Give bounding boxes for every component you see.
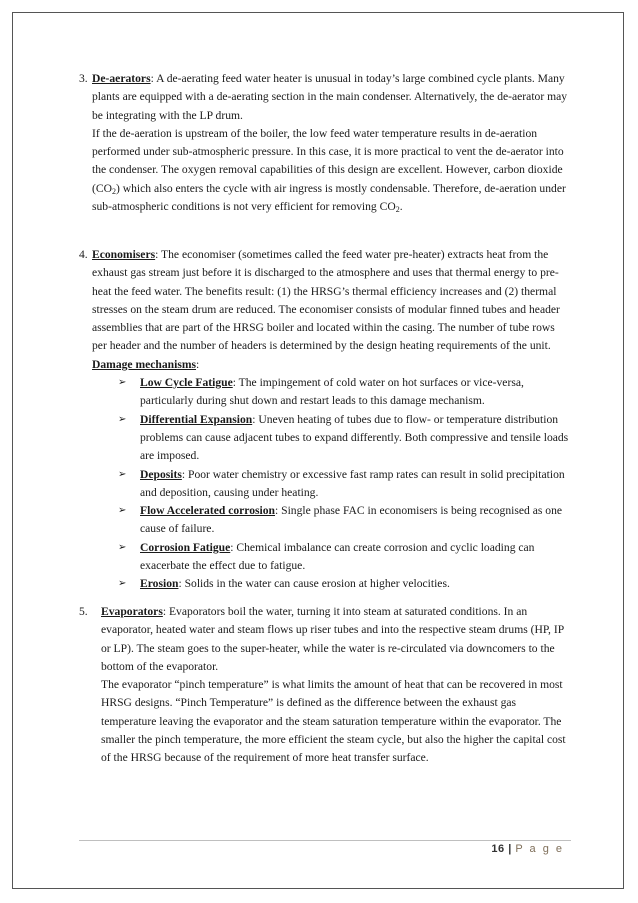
- footer-divider: [79, 840, 571, 841]
- arrow-bullet-icon: ➢: [118, 505, 127, 517]
- section-paragraph: [92, 246, 569, 356]
- bullet-text: : The impingement of cold water on hot surfaces or vice-versa, particularly during shut down and restart leads to this damage mechanism.: [140, 376, 524, 408]
- damage-mechanisms-heading: [92, 356, 569, 374]
- subscript: 2: [111, 186, 116, 196]
- list-item: [110, 374, 569, 411]
- bullet-term: Corrosion Fatigue: [140, 540, 231, 554]
- list-item: [110, 575, 569, 593]
- list-item: [110, 539, 569, 576]
- section-heading: Economisers: [92, 248, 156, 261]
- paragraph-text: .: [399, 200, 403, 214]
- bullet-term: Deposits: [140, 467, 182, 481]
- arrow-bullet-icon: ➢: [118, 541, 127, 553]
- list-item: [110, 502, 569, 539]
- bullet-text: : Single phase FAC in economisers is being recognised as one cause of failure.: [140, 504, 563, 536]
- bullet-text: : Solids in the water can cause erosion at higher velocities.: [178, 577, 450, 591]
- paragraph-text: ) which also enters the cycle with air ingress is mostly condensable. Therefore, de-aeration under sub-atmospheric conditions is not very efficient for removing CO: [92, 181, 566, 214]
- paragraph-text: : The economiser (sometimes called the feed water pre-heater) extracts heat from the exhaust gas stream just before it is discharged to the atmosphere and uses that thermal energy to pre-heat the feed water. The benefits result: (1) the HRSG’s thermal efficiency increases and (2) thermal stresses on the steam drum are reduced. The economiser consists of modular finned tubes and header assemblies that are part of the HRSG boiler and located within the casing. The number of tube rows per header and the number of headers is determined by the design heating requirements of the unit.: [92, 248, 560, 353]
- section-economisers: [79, 246, 569, 594]
- bullet-term: Differential Expansion: [140, 412, 253, 426]
- arrow-bullet-icon: ➢: [118, 578, 127, 590]
- section-evaporators: [79, 603, 569, 768]
- list-item: [110, 466, 569, 503]
- list-item: [110, 411, 569, 466]
- section-heading: Evaporators: [101, 605, 163, 618]
- section-number: 5.: [79, 605, 88, 618]
- bullet-term: Flow Accelerated corrosion: [140, 504, 276, 518]
- arrow-bullet-icon: ➢: [118, 377, 127, 389]
- bullet-text: : Chemical imbalance can create corrosion and cyclic loading can exacerbate the effect due to fatigue.: [140, 540, 535, 573]
- bullet-text: : Poor water chemistry or excessive fast ramp rates can result in solid precipitation and deposition, causing under heating.: [140, 467, 565, 499]
- subheading: Damage mechanisms: [92, 357, 197, 371]
- paragraph-text: : A de-aerating feed water heater is unusual in today’s large combined cycle plants. Many plants are equipped with a de-aerating section in the main condenser. Alternatively, the de-aerator may be integrating with the LP drum.: [92, 72, 568, 122]
- arrow-bullet-icon: ➢: [118, 468, 127, 480]
- section-paragraph: [92, 70, 569, 125]
- page-footer: [491, 843, 564, 855]
- paragraph-text: : Evaporators boil the water, turning it into steam at saturated conditions. In an evaporator, heated water and steam flows up riser tubes and into the respective steam drums (HP, IP or LP). The steam goes to the super-heater, while the water is re-circulated via downcomers to the bottom of the evaporator.: [101, 605, 564, 673]
- section-paragraph: The evaporator “pinch temperature” is what limits the amount of heat that can be recovered in most HRSG designs. “Pinch Temperature” is defined as the difference between the exhaust gas temperature leaving the evaporator and the steam saturation temperature within the evaporator. The smaller the pinch temperature, the more efficient the steam cycle, but also the higher the capital cost of the HRSG because of the requirement of more heat transfer surface.: [101, 678, 566, 765]
- bullet-term: Low Cycle Fatigue: [140, 376, 233, 390]
- section-heading: De-aerators: [92, 72, 151, 85]
- section-number: 3.: [79, 72, 88, 85]
- bullet-term: Erosion: [140, 577, 179, 591]
- damage-mechanisms-list: [92, 374, 569, 594]
- page-number: 16: [491, 843, 505, 855]
- section-de-aerators: [79, 70, 569, 216]
- subscript: 2: [395, 205, 400, 215]
- paragraph-text: If the de-aeration is upstream of the boiler, the low feed water temperature results in de-aeration performed under sub-atmospheric pressure. In this case, it is more practical to vent the de-aerator into the condenser. The oxygen removal capabilities of this design are excellent. However, carbon dioxide (CO: [92, 126, 564, 195]
- section-number: 4.: [79, 248, 88, 261]
- section-paragraph: [92, 125, 569, 216]
- bullet-text: : Uneven heating of tubes due to flow- or temperature distribution problems can cause adjacent tubes to expand differently. Both compressive and tensile loads are imposed.: [140, 412, 569, 463]
- subheading-colon: :: [196, 357, 200, 371]
- arrow-bullet-icon: ➢: [118, 413, 127, 425]
- section-paragraph: [101, 603, 569, 676]
- footer-separator: |: [508, 843, 512, 855]
- page-label: P a g e: [515, 843, 564, 855]
